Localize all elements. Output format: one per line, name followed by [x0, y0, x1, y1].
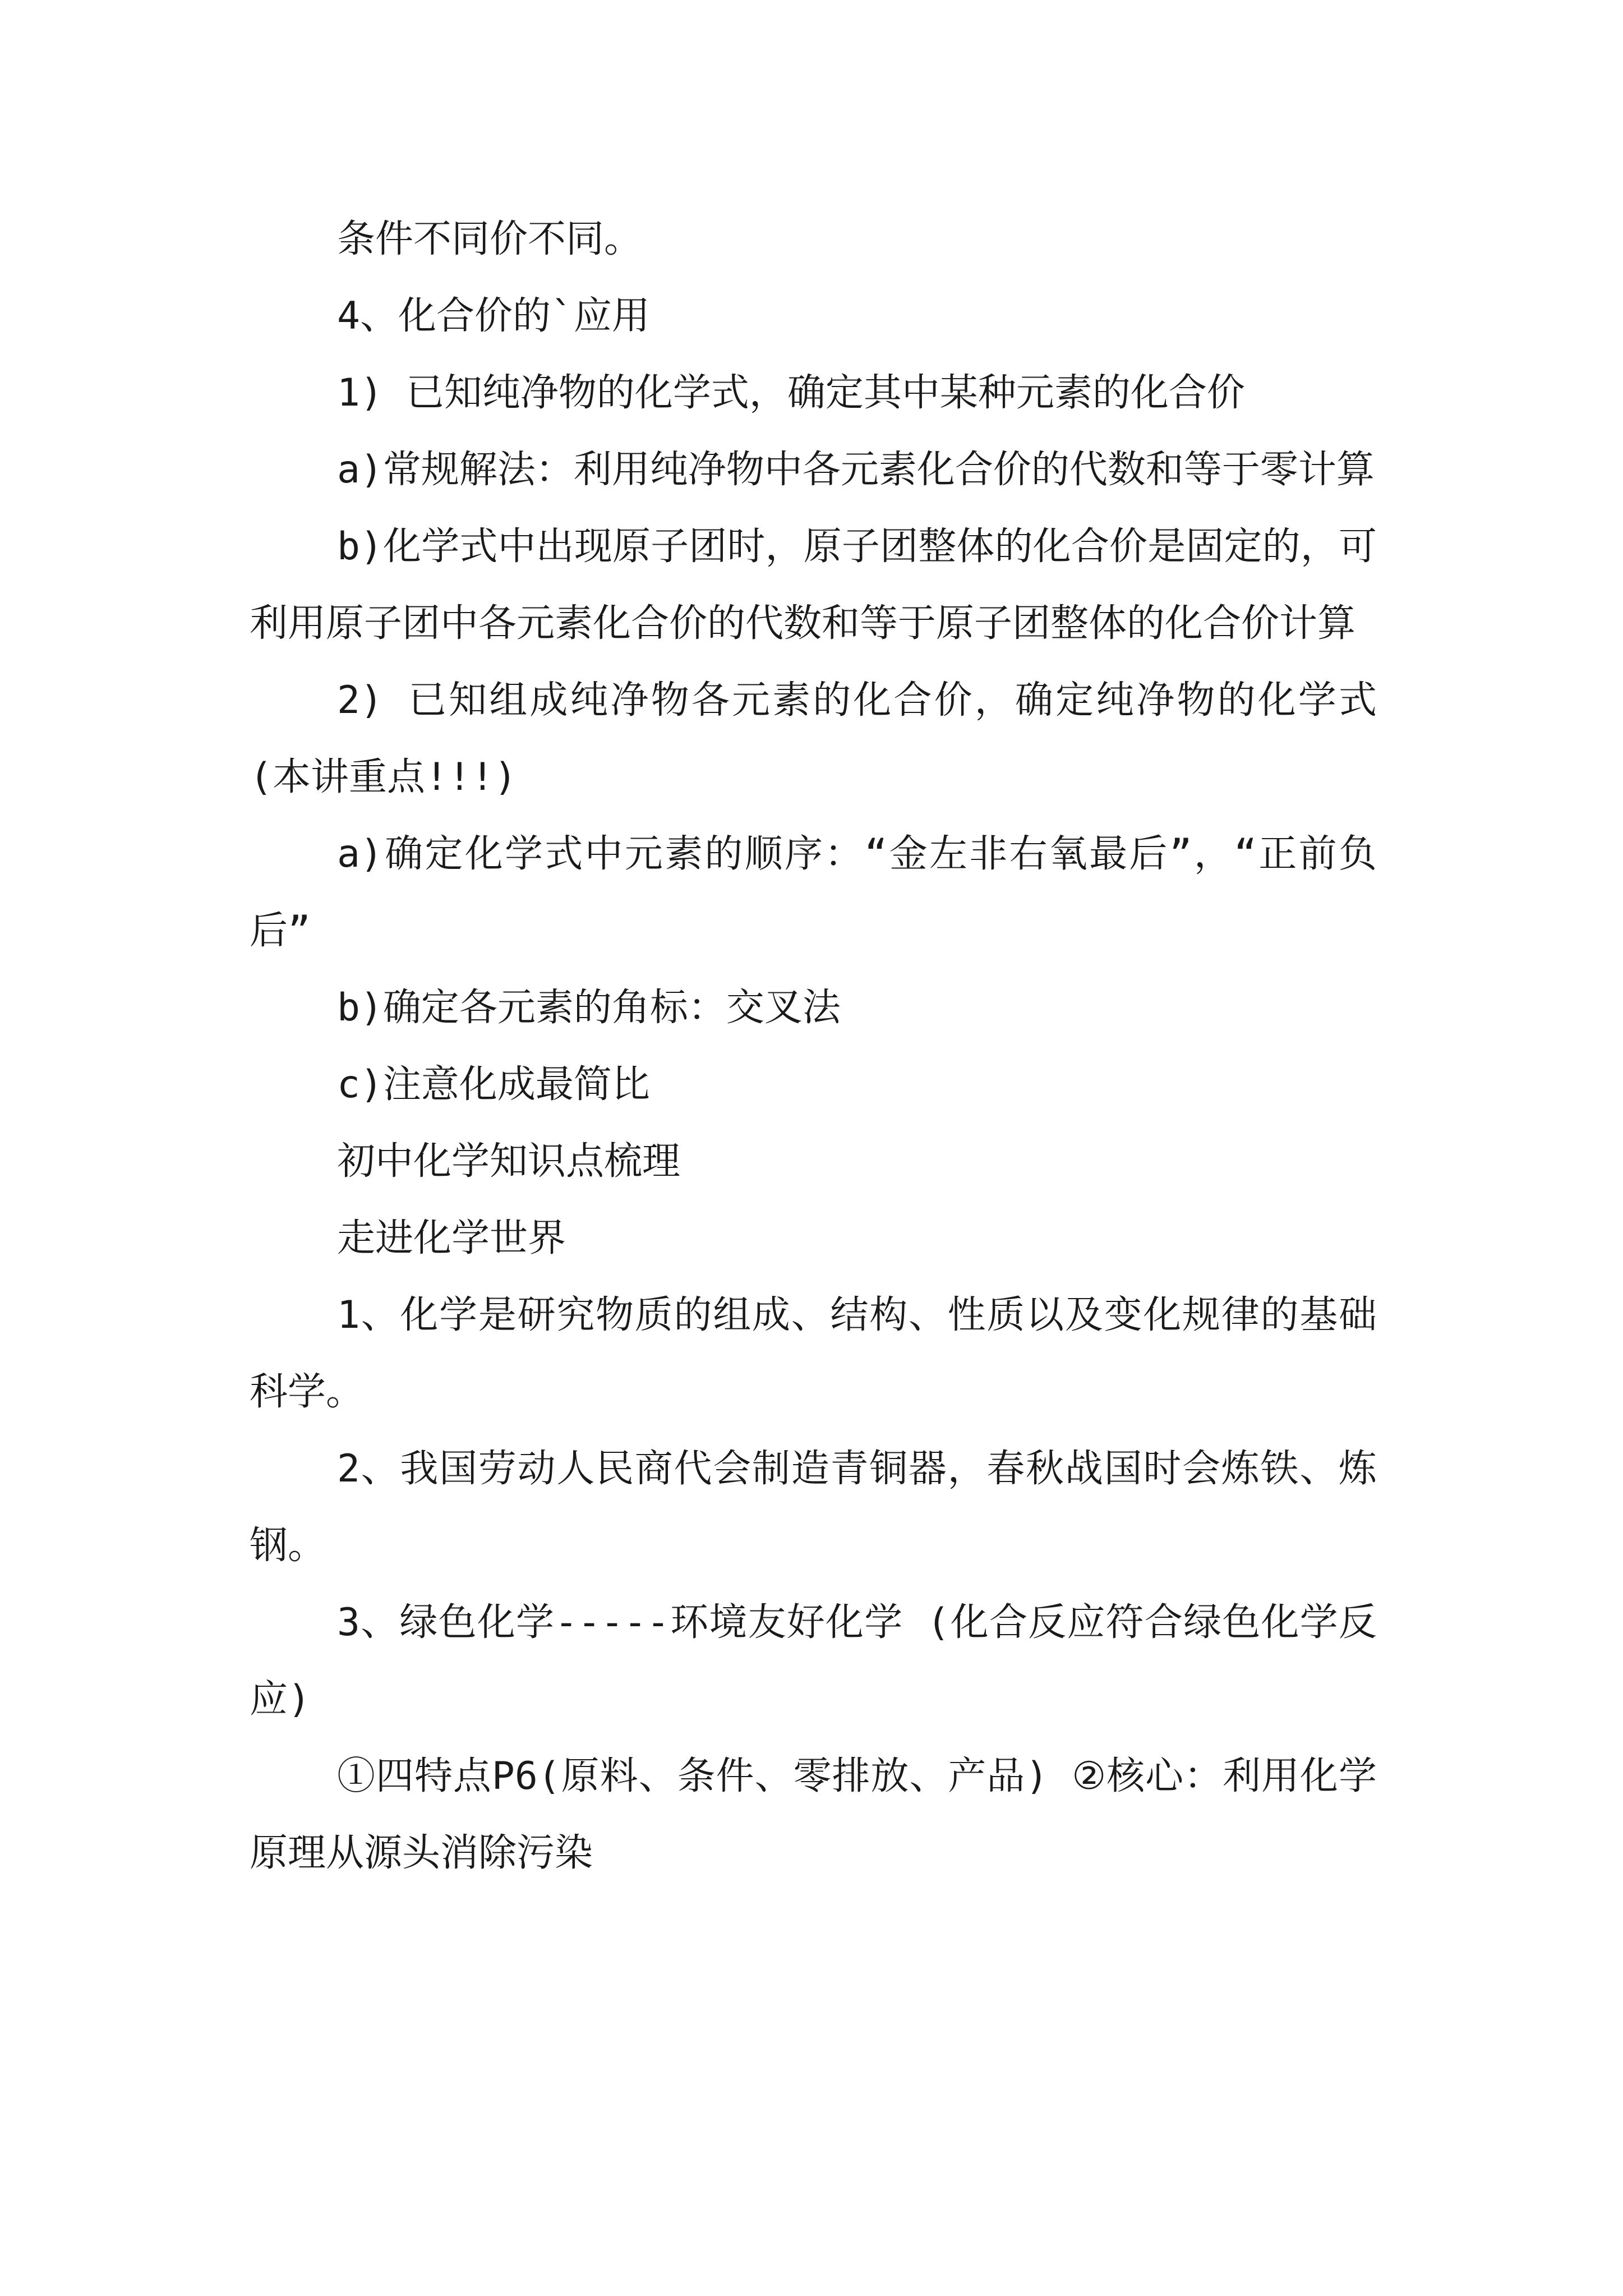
paragraph-element-order: a)确定化学式中元素的顺序：“金左非右氧最后”，“正前负后” [250, 832, 1377, 953]
heading-valence-application: 4、化合价的`应用 [337, 294, 650, 338]
paragraph-known-valence: 2) 已知组成纯净物各元素的化合价，确定纯净物的化学式(本讲重点!!!) [250, 678, 1377, 799]
paragraph-simplest-ratio: c)注意化成最简比 [337, 1062, 650, 1107]
paragraph-bronze-iron: 2、我国劳动人民商代会制造青铜器，春秋战国时会炼铁、炼钢。 [250, 1447, 1377, 1568]
paragraph-condition-price: 条件不同价不同。 [337, 217, 643, 261]
paragraph-green-chemistry: 3、绿色化学-----环境友好化学 (化合反应符合绿色化学反应) [250, 1600, 1377, 1722]
paragraph-cross-method: b)确定各元素的角标：交叉法 [337, 986, 841, 1030]
paragraph-method-a: a)常规解法：利用纯净物中各元素化合价的代数和等于零计算 [337, 448, 1375, 492]
document-page [250, 201, 1377, 1892]
paragraph-method-b: b)化学式中出现原子团时，原子团整体的化合价是固定的，可利用原子团中各元素化合价的代数和等于原子团整体的化合价计算 [250, 524, 1377, 646]
heading-chemistry-knowledge: 初中化学知识点梳理 [337, 1139, 681, 1184]
paragraph-chemistry-definition: 1、化学是研究物质的组成、结构、性质以及变化规律的基础科学。 [250, 1293, 1377, 1414]
paragraph-known-formula: 1) 已知纯净物的化学式，确定其中某种元素的化合价 [337, 371, 1245, 415]
heading-chemistry-world: 走进化学世界 [337, 1216, 566, 1260]
paragraph-four-features: ①四特点P6(原料、条件、零排放、产品) ②核心：利用化学原理从源头消除污染 [250, 1754, 1377, 1875]
